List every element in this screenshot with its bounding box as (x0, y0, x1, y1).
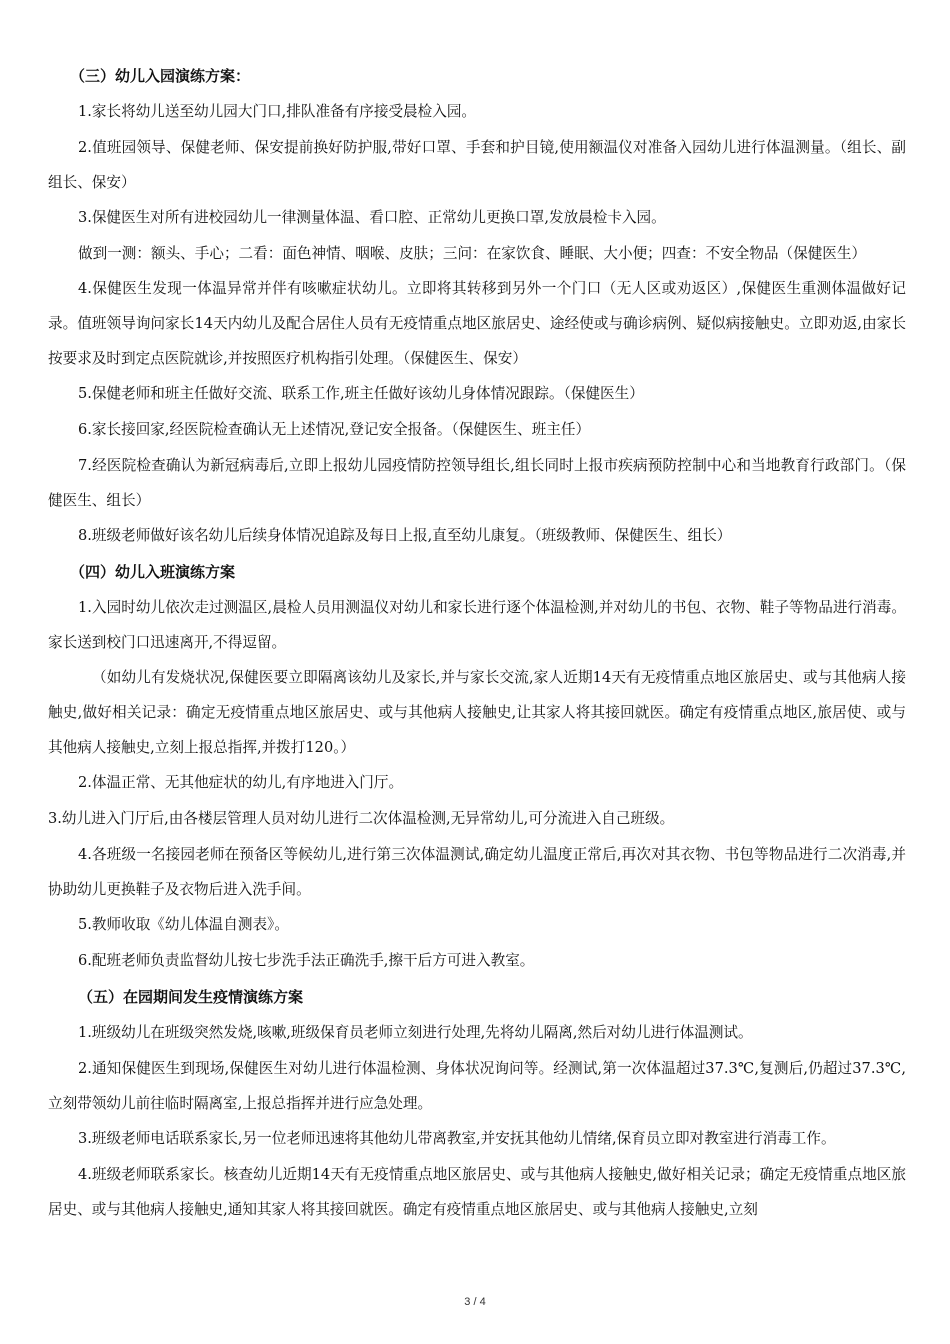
section-heading-3: （三）幼儿入园演练方案： (70, 67, 251, 85)
paragraph: 5.教师收取《幼儿体温自测表》。 (78, 916, 289, 933)
paragraph: 3.保健医生对所有进校园幼儿一律测量体温、看口腔、正常幼儿更换口罩,发放晨检卡入园。 (78, 209, 666, 226)
paragraph: 1.入园时幼儿依次走过测温区,晨检人员用测温仪对幼儿和家长进行逐个体温检测,并对幼儿的书包、衣物、鞋子等物品进行消毒。家长送到校门口迅速离开,不得逗留。 (48, 599, 906, 651)
paragraph: 2.值班园领导、保健老师、保安提前换好防护服,带好口罩、手套和护目镜,使用额温仪对准备入园幼儿进行体温测量。（组长、副组长、保安） (48, 139, 906, 191)
paragraph: 6.配班老师负责监督幼儿按七步洗手法正确洗手,擦干后方可进入教室。 (78, 952, 535, 969)
paragraph: 4.班级老师联系家长。核查幼儿近期14天有无疫情重点地区旅居史、或与其他病人接触史,做好相关记录；确定无疫情重点地区旅居史、或与其他病人接触史,通知其家人将其接回就医。确定有疫情重点地区旅居史、或与其他病人接触史,立刻 (48, 1166, 906, 1218)
paragraph: 4.保健医生发现一体温异常并伴有咳嗽症状幼儿。立即将其转移到另外一个门口（无人区或劝返区）,保健医生重测体温做好记录。值班领导询问家长14天内幼儿及配合居住人员有无疫情重点地区旅居史、途经使或与确诊病例、疑似病接触史。立即劝返,由家长按要求及时到定点医院就诊,并按照医疗机构指引处理。（保健医生、保安） (48, 280, 906, 367)
section-heading-4: （四）幼儿入班演练方案 (70, 563, 236, 581)
paragraph: 2.体温正常、无其他症状的幼儿,有序地进入门厅。 (78, 774, 404, 791)
paragraph: 8.班级老师做好该名幼儿后续身体情况追踪及每日上报,直至幼儿康复。（班级教师、保健医生、组长） (78, 527, 732, 544)
paragraph: 5.保健老师和班主任做好交流、联系工作,班主任做好该幼儿身体情况跟踪。（保健医生） (78, 385, 644, 402)
paragraph: 7.经医院检查确认为新冠病毒后,立即上报幼儿园疫情防控领导组长,组长同时上报市疾病预防控制中心和当地教育行政部门。（保健医生、组长） (48, 457, 906, 509)
paragraph: 做到一测：额头、手心；二看：面色神情、咽喉、皮肤；三问：在家饮食、睡眠、大小便；四查：不安全物品（保健医生） (78, 245, 867, 262)
page-number: 3 / 4 (464, 1296, 486, 1308)
document-page (48, 58, 906, 1227)
paragraph: 3.幼儿进入门厅后,由各楼层管理人员对幼儿进行二次体温检测,无异常幼儿,可分流进入自己班级。 (48, 810, 675, 827)
paragraph: （如幼儿有发烧状况,保健医要立即隔离该幼儿及家长,并与家长交流,家人近期14天有无疫情重点地区旅居史、或与其他病人接触史,做好相关记录：确定无疫情重点地区旅居史、或与其他病人接触史,让其家人将其接回就医。确定有疫情重点地区,旅居使、或与其他病人接触史,立刻上报总指挥,并拨打120。） (48, 669, 906, 756)
paragraph: 4.各班级一名接园老师在预备区等候幼儿,进行第三次体温测试,确定幼儿温度正常后,再次对其衣物、书包等物品进行二次消毒,并协助幼儿更换鞋子及衣物后进入洗手间。 (48, 846, 906, 898)
paragraph: 3.班级老师电话联系家长,另一位老师迅速将其他幼儿带离教室,并安抚其他幼儿情绪,保育员立即对教室进行消毒工作。 (78, 1130, 836, 1147)
section-heading-5: （五）在园期间发生疫情演练方案 (78, 988, 304, 1006)
paragraph: 1.家长将幼儿送至幼儿园大门口,排队准备有序接受晨检入园。 (78, 103, 477, 120)
paragraph: 6.家长接回家,经医院检查确认无上述情况,登记安全报备。（保健医生、班主任） (78, 421, 591, 438)
paragraph: 1.班级幼儿在班级突然发烧,咳嗽,班级保育员老师立刻进行处理,先将幼儿隔离,然后对幼儿进行体温测试。 (78, 1024, 753, 1041)
paragraph: 2.通知保健医生到现场,保健医生对幼儿进行体温检测、身体状况询问等。经测试,第一次体温超过37.3℃,复测后,仍超过37.3℃,立刻带领幼儿前往临时隔离室,上报总指挥并进行应急处理。 (48, 1060, 906, 1112)
